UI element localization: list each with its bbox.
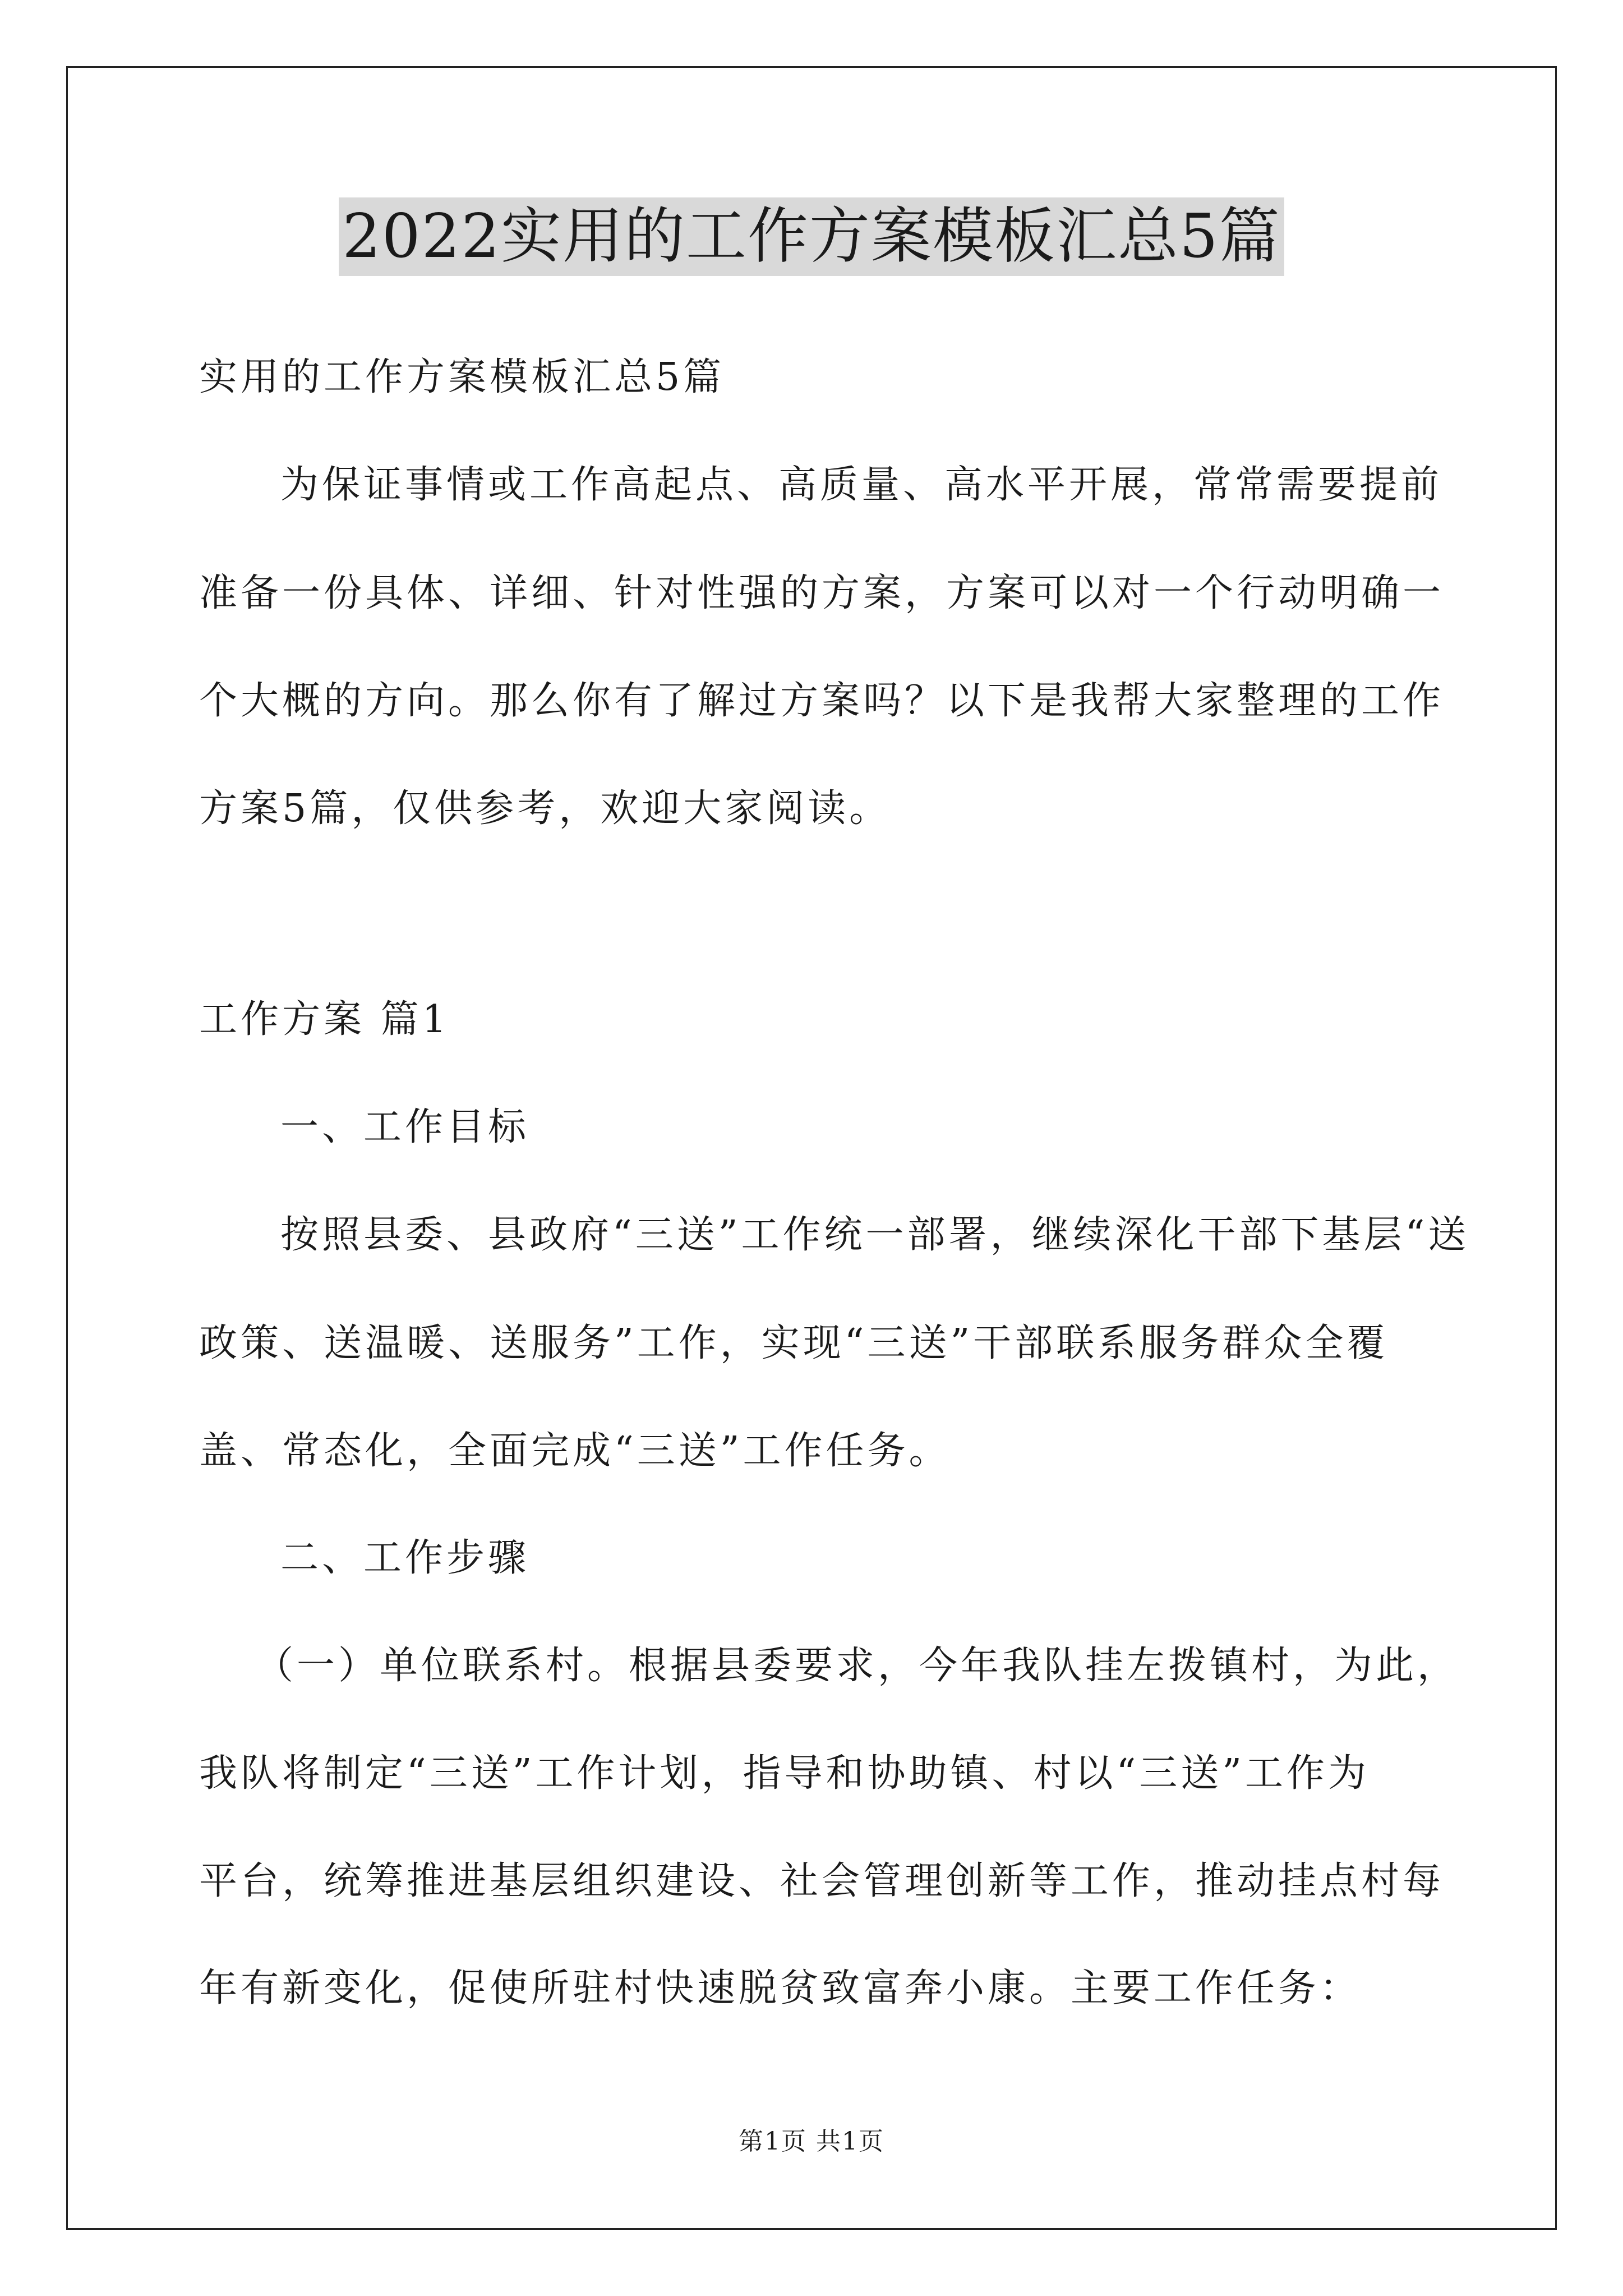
paragraph-line: （一）单位联系村。根据县委要求，今年我队挂左拨镇村，为此， (255, 1644, 1459, 1688)
section-heading: 工作方案 篇1 (199, 997, 450, 1042)
intro-line: 准备一份具体、详细、针对性强的方案，方案可以对一个行动明确一 (199, 571, 1445, 615)
intro-line: 为保证事情或工作高起点、高质量、高水平开展，常常需要提前 (280, 463, 1443, 507)
part2-heading: 二、工作步骤 (280, 1536, 530, 1580)
title-container (0, 197, 1623, 276)
document-title: 2022实用的工作方案模板汇总5篇 (339, 197, 1284, 276)
part1-heading: 一、工作目标 (280, 1105, 530, 1149)
paragraph-line: 年有新变化，促使所驻村快速脱贫致富奔小康。主要工作任务： (199, 1966, 1362, 2010)
paragraph-line: 盖、常态化，全面完成“三送”工作任务。 (199, 1429, 951, 1473)
page-number: 第1页 共1页 (739, 2127, 884, 2156)
subtitle: 实用的工作方案模板汇总5篇 (199, 355, 725, 399)
paragraph-line: 按照县委、县政府“三送”工作统一部署，继续深化干部下基层“送 (280, 1213, 1470, 1257)
intro-line: 方案5篇，仅供参考，欢迎大家阅读。 (199, 786, 891, 831)
paragraph-line: 政策、送温暖、送服务”工作，实现“三送”干部联系服务群众全覆 (199, 1321, 1389, 1365)
paragraph-line: 我队将制定“三送”工作计划，指导和协助镇、村以“三送”工作为 (199, 1751, 1370, 1796)
paragraph-line: 平台，统筹推进基层组织建设、社会管理创新等工作，推动挂点村每 (199, 1859, 1445, 1903)
intro-line: 个大概的方向。那么你有了解过方案吗？以下是我帮大家整理的工作 (199, 679, 1445, 723)
